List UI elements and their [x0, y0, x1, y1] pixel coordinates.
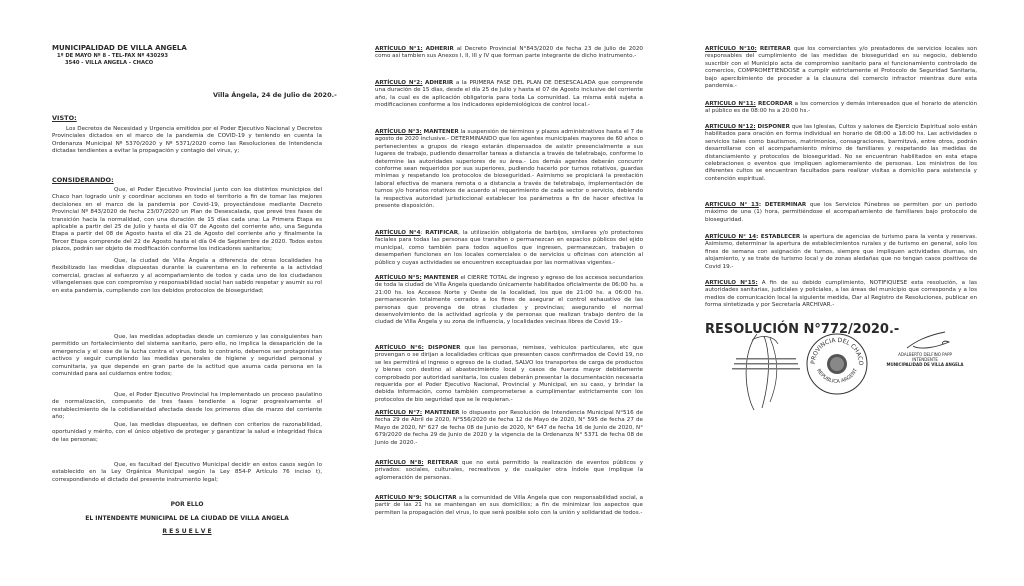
article-label: ARTÍCULO N°3: — [375, 129, 422, 135]
article-9 — [375, 495, 643, 517]
article-verb: SOLICITAR — [423, 495, 457, 501]
intendente-heading: EL INTENDENTE MUNICIPAL DE LA CIUDAD DE VILLA ANGELA — [85, 515, 289, 522]
article-text: el CIERRE TOTAL de ingreso y egreso de los accesos secundarios de toda la ciudad de Villa Ángela quedando únicamente habilitados oficialmente de 06:00 hs. a 21:00 hs. los Accesos Norte y Oeste de la localidad, los que de 21:00 hs. a 06:00 hs. permanecerán totalmente cerrados a los fines de asegurar el control exhaustivo de las personas que provenga de otras ciudades y provincias; asegurando el normal desenvolvimiento de la actividad agrícola y de personas que realizan trabajo dentro de la ciudad de Villa Ángela y su zona de influencia, y localidades vecinas libres de Covid 19.- — [375, 275, 643, 326]
article-8 — [375, 460, 643, 482]
article-text: la suspensión de términos y plazos administrativos hasta el 7 de agosto de 2020 inclusive.- DETERMINANDO que los agentes municipales mayores de 60 años o pertenecientes a grupos de riesgo estarán dispensados de asistir presencialmente a sus lugares de trabajo, pudiendo desarrollar tareas a distancia a través de teletrabajo, conforme lo determine las autoridades superiores de su área.- Los demás agentes deberán concurrir conforme sean requeridos por sus superiores, pudiendo hacerlo por turnos rotativos, guardas mínimas y respetando los protocolos de bioseguridad.- Asimismo se propiciará la prestación laboral efectiva de manera remota o a distancia a través de teletrabajo, implementación de turnos y/o horarios rotativos de acuerdo al requerimiento de cada sector o servicio, debiendo la respectiva autoridad jurisdiccional establecer los parámetros a fin de hacer efectiva la presente disposición. — [375, 129, 643, 210]
article-3 — [375, 129, 643, 210]
article-verb: DISPONER — [428, 345, 461, 351]
seal-bottom-text: REPUBLICA ARGENT — [815, 367, 859, 385]
visto-heading: VISTO: — [52, 114, 77, 122]
article-text: a la comunidad de Villa Angela que con responsabilidad social, a partir de las 21 hs se mantengan en sus domicilios; a fin de minimizar los aspectos que permiten la propagación del virus, lo que será posible solo con la unión y solidaridad de todos.- — [375, 495, 643, 516]
article-text: , la utilización obligatoria de barbijos, similares y/o protectores faciales para todas las personas que transiten o permanezcan en espacios públicos del ejido municipal, como también para todos aquellos que ingresen, permanezcan, trabajen o desempeñen funciones en los locales comerciales o de servicios u oficinas con atención al público y cuyas actividades se encuentren exceptuadas por las normativas vigentes.- — [375, 230, 643, 266]
article-text: que las personas, remises, vehiculos particulares, etc que provengan o se dirijan a localidades críticas que presenten casos confirmados de Covid 19, no se les permitirá el ingreso o egreso de la ciudad, SALVO los transportes de carga de productos y bienes con destino al abastecimiento local y casos de fuerza mayor debidamente comprobado por autoridad sanitaria, los cuales deberán presentar la documentación necesaria requerida por el Poder Ejecutivo Nacional, Provincial y Municipal, en su caso, y brindar la debida información, como también comprometerse a cumplimentar estrictamente con los protocolos de bio seguridad que se le requieran.- — [375, 345, 644, 403]
article-text: a la PRIMERA FASE DEL PLAN DE DESESCALADA que comprende una duración de 15 días, desde el día 25 de Julio y hasta el 07 de Agosto inclusive del corriente año, la cual es de aplicación obligatoria para toda La comunidad. La misma está sujeta a modificaciones conforme a los indicadores epidemiológicos de control local.- — [375, 80, 643, 109]
article-verb: DISPONER — [757, 124, 790, 130]
article-1 — [375, 46, 643, 61]
article-verb: RECORDAR — [757, 101, 793, 107]
article-text: que las Iglesias, Cultos y salones de Ejercicio Espiritual solo están habilitados para oración en forma individual en horario de 08:00 a 18:00 hs. Las actividades o servicios tales como bautismos, matrimonios, consagraciones, barmitzvá, entre otros, podrán desarrollarse con el acompañamiento mínimo de familiares y respetando las medidas de distanciamiento y protocolos de bioseguridad. No se encuentran habilitados en esta etapa celebraciones o eventos que impliquen aglomeramiento de personas. Los ministros de los diferentes cultos se encuentran facultados para realizar visitas a domicilio para asistencia y contención espiritual. — [705, 124, 978, 182]
article-label: ARTÍCULO N°6: — [375, 345, 424, 351]
article-2 — [375, 80, 643, 110]
article-14 — [705, 234, 977, 271]
considerando-paragraph: Que, las medidas adoptadas desde un comienzo y las consiguientes han permitido un fortalecimiento del sistema sanitario, pero ello, no implica la desaparición de la emergencia y el cese de la lucha contra el virus, todo lo contrario, debemos ser protagonistas activos y seguir cumpliendo las medidas generales de higiene y seguridad personal y comunitaria, ya que depende en gran parte de la actitud que asuma cada persona en la comunidad para así cuidarnos entre todos; — [52, 334, 322, 378]
article-label: ARTÍCULO N°7: — [375, 410, 423, 416]
por-ello: POR ELLO — [170, 501, 204, 508]
org-name: MUNICIPALIDAD DE VILLA ANGELA — [52, 44, 187, 52]
article-text: que los comerciantes y/o prestadores de servicios locales son responsables del cumplimiento de las medidas de bioseguridad en su negocio, debiendo suscribir con el Municipio acta de compromiso sanitario para el funcionamiento controlado de comercios, COMPROMETIENDOSE a cumplir estrictamente el Protocolo de Seguridad Sanitaria, bajo apercibimiento de proceder a la clausura del comercio infractor mientras dure esta pandemia.- — [705, 46, 978, 90]
article-verb: ADHERIR — [425, 46, 454, 52]
article-label: ARTÍCULO N°10: — [705, 46, 757, 52]
considerando-paragraph: Que, la ciudad de Villa Ángela a diferencia de otras localidades ha flexibilizado las medidas dispuestas durante la cuarentena en lo referente a la actividad comercial, gracias al esfuerzo y al acompañamiento de todos y cada uno de los ciudadanos villangelenses que con compromiso y responsabilidad social han sabido respetar y asumir su rol en esta pandemia, cumpliendo con los debidos protocolos de bioseguridad; — [52, 258, 322, 294]
seal-top-text: PROVINCIA DEL CHACO — [809, 336, 865, 366]
article-10 — [705, 46, 977, 90]
article-label: ARTICULO N°15: — [705, 280, 758, 286]
article-text: a los comercios y demás interesados que el horario de atención al público es de 08:00 hs a 20:00 hs.- — [705, 101, 978, 115]
article-13 — [705, 202, 977, 224]
considerando-paragraph: Que, las medidas dispuestas, se definen con criterios de razonabilidad, oportunidad y mérito, con el único objetivo de proteger y garantizar la salud e integridad física de las personas; — [52, 422, 322, 443]
considerando-paragraph: Que, el Poder Ejecutivo Provincial junto con los distintos municipios del Chaco han logrado unir y coordinar acciones en todo el territorio a fin de tomar las mejores decisiones en el marco de la pandemia por Covid-19, proyectándose mediante Decreto Provincial Nº 843/2020 de fecha 23/07/2020 un Plan de Desescalada, que prevé tres fases de transición hacia la normalidad, con una duración de 15 días cada una: La Primera Etapa es aplicable a partir del 25 de Julio y hasta el día 07 de Agosto del corriente año, una Segunda Etapa a partir del 08 de Agosto hasta el día 21 de Agosto del corriente año y finalmente la Tercer Etapa comprende del 22 de Agosto hasta el día 04 de Septiembre de 2020. Todos estos plazos, podrán ser objeto de modificación conforme los indicadores sanitarios; — [52, 187, 322, 253]
right-signature-icon — [905, 330, 955, 352]
article-text: lo dispuesto por Resolución de Intendencia Municipal N°516 de fecha 29 de Abril de 2020, N°556/2020 de fecha 12 de Mayo de 2020, N° 595 de fecha 27 de Mayo de 2020, N° 627 de fecha 08 de Junio de 2020, N° 647 de fecha 16 de Junio de 2020, N° 679/2020 de fecha 29 de Junio de 2020 y la vigencia de la Ordenanza N° 5371 de fecha 08 de Junio de 2020.- — [375, 410, 643, 446]
article-6 — [375, 345, 643, 404]
article-15 — [705, 280, 977, 310]
considerando-paragraph: Que, el Poder Ejecutivo Provincial ha implementado un proceso paulatino de normalización, compuesto de tres fases tendiente a lograr progresivamente el restablecimiento de la cotidianeidad afectada desde los primeros días de marzo del corriente año; — [52, 392, 322, 421]
article-text: la apertura de agencias de turismo para la venta y reservas. Asimismo, determinar la apertura de establecimientos rurales y de turismo en general, solo los fines de semana con asignación de turnos, siempre que impliquen actividades diurnas, sin alojamiento, y se trate de turismo local y de zonas aledañas que no tengan casos positivos de Covid 19.- — [705, 234, 977, 270]
article-label: ARTÍCULO N°8: — [375, 460, 424, 466]
article-text: A fin de su debido cumplimiento, NOTIFIQUESE esta resolución, a las autoridades sanitarias, judiciales y policiales, a las áreas del municipio que corresponda y a los medios de comunicación local la siguiente medida, Dar al Registro de Resoluciones, publicar en forma sintetizada y por Secretaría ARCHIVAR.- — [705, 280, 977, 309]
article-11 — [705, 101, 977, 116]
signer-name: ADALBERTO DELFINO PAPP — [898, 352, 952, 357]
article-verb: REITERAR — [759, 46, 791, 52]
article-verb: RATIFICAR — [425, 230, 459, 236]
official-seal-icon — [805, 332, 869, 396]
article-label: ARTÍCULO N°2: — [375, 80, 423, 86]
article-verb: MANTENER — [423, 129, 459, 135]
article-verb: MANTENER — [423, 275, 459, 281]
resolution-number: RESOLUCIÓN N°772/2020.- — [705, 322, 900, 337]
article-text: que los Servicios Fúnebres se permiten por un periodo máximo de una (1) hora, permitiéndose el acompañamiento de familiares bajo protocolo de bioseguridad. — [705, 202, 977, 223]
article-verb: MANTENER — [424, 410, 460, 416]
resuelve-heading: R E S U E L V E — [162, 528, 212, 535]
right-signature-block — [880, 352, 970, 367]
article-verb: : DETERMINAR — [758, 202, 807, 208]
considerando-paragraph: Que, es facultad del Ejecutivo Municipal decidir en estos casos según lo establecido en la Ley Orgánica Municipal según la Ley 854-P Artículo 76 inciso t), correspondiendo el dictado del presente instrumento legal; — [52, 462, 322, 483]
article-label: ARTÍCULO N°5: — [375, 275, 422, 281]
article-verb: REITERAR — [427, 460, 459, 466]
article-12 — [705, 124, 977, 183]
article-label: ARTICULO N°12: — [705, 124, 756, 130]
left-signature-icon — [732, 332, 802, 412]
article-verb: ADHERIR — [425, 80, 454, 86]
org-address-line1: 1º DE MAYO Nº 8 - TEL-FAX Nº 430293 — [57, 53, 168, 59]
article-text: al Decreto Provincial N°843/2020 de fecha 23 de Julio de 2020 como así tambien sus Anexos I, II, III y IV que forman parte integrante de dicho instrumento.- — [375, 46, 643, 60]
article-label: ARTÍCULO N° 14 — [705, 234, 757, 240]
considerando-heading: CONSIDERANDO: — [52, 176, 114, 184]
document-date: Villa Ángela, 24 de Julio de 2020.- — [213, 91, 337, 99]
article-text: que no está permitido la realización de eventos públicos y privados: sociales, culturales, recreativos y de cualquier otra índole que implique la aglomeración de personas. — [375, 460, 644, 481]
article-verb: : ESTABLECER — [756, 234, 801, 240]
article-4: ARTÍCULO N°4: RATIFICAR, la utilización obligatoria de barbijos, similares y/o protectores faciales para todas las personas que transiten o permanezcan en espacios públicos del ejido municipal, como también para todos aquellos que ingresen, permanezcan, trabajen o desempeñen funciones en los locales comerciales o de servicios u oficinas con atención al público y cuyas actividades se encuentren exceptuadas por las normativas vigentes.- — [375, 230, 643, 266]
article-label: ARTICULO N°11: — [705, 101, 756, 107]
signer-org: MUNICIPALIDAD DE VILLA ANGELA — [886, 362, 964, 367]
article-7 — [375, 410, 643, 447]
org-address-line2: 3540 - VILLA ANGELA - CHACO — [65, 60, 154, 66]
signer-role: INTENDENTE — [912, 357, 938, 362]
article-label: ARTÍCULO N°1: — [375, 46, 423, 52]
visto-text: Los Decretos de Necesidad y Urgencia emitidos por el Poder Ejecutivo Nacional y Decretos Provinciales dictados en el marco de la pandemia de COVID-19 y teniendo en cuenta la Ordenanza Municipal Nº 5370/2020 y Nº 5371/2020 como las Resoluciones de Intendencia dictadas tendientes a evitar la propagación y contagio del virus, y; — [52, 126, 322, 155]
article-label: ARTICULO N° 13 — [705, 202, 759, 208]
article-5 — [375, 275, 643, 327]
article-label: ARTÍCULO N°9: — [375, 495, 422, 501]
article-label: ARTÍCULO N°4 — [375, 230, 421, 236]
